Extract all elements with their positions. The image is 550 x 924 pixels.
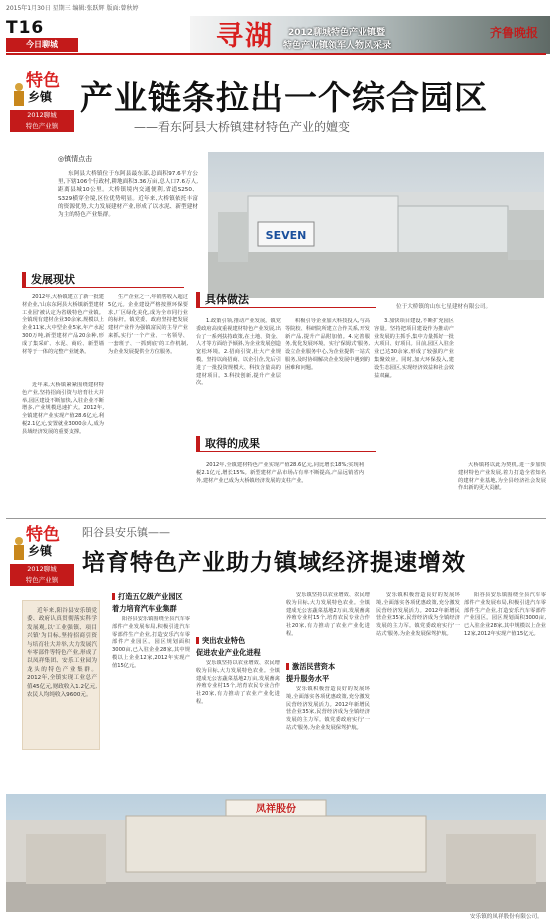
badge-tag-2: 特色产业镇 [10,121,74,132]
factory-photo-2 [6,794,546,912]
section-heading-results: 取得的成果 [196,436,376,452]
story1-col-4: 积极引导企业加大科技投入,与高等院校、科研院所建立合作关系,开发新产品,提升产品附加值。4.完善服务,优化发展环境。实行'保姆式'服务,设立企业服务中心,为企业提供一站式服务,及时协调解决企业发展中遇到的困难和问题。 [285,318,370,371]
story1-col-3: 1.政策引领,推动产业发展。镇党委政府高度重视建材特色产业发展,出台了一系列扶持政策,在土地、资金、人才等方面给予倾斜,为企业发展创造宽松环境。2.招商引资,壮大产业规模。坚持以商招商、以企引企,先后引进了一批投资规模大、科技含量高的建材项目。3.科技创新,提升产业层次。 [196,318,281,387]
badge-top-text: 特色 [26,525,60,545]
badge-top-text: 特色 [26,71,60,91]
story2-subtitle-3: 激活民营资本 [286,662,335,672]
story1-headline: 产业链条拉出一个综合园区 [80,78,488,117]
story2-badge [10,522,74,586]
masthead-line-1: 2012聊城特色产业镇暨 [288,28,386,38]
story2-col-b: 安乐镇坚持以农业增效、农民增收为目标,大力发展特色农业。全镇建成无公害蔬菜基地2万亩,发展畜禽养殖专业村15个,培育农民专业合作社20家,有力推动了农业产业化进程。 [196,660,280,705]
story2-col-b2: 安乐镇坚持以农业增效、农民增收为目标,大力发展特色农业。全镇建成无公害蔬菜基地2万亩,发展畜禽养殖专业村15个,培育农民专业合作社20家,有力推动了农业产业化进程。 [286,592,370,637]
page-meta: 2015年1月30日 星期三 编辑:张跃辉 版面:曾秋婷 [6,5,139,12]
figure-icon [10,536,28,562]
badge-tag-2: 特色产业镇 [10,575,74,586]
section-tag: 今日聊城 [6,38,78,52]
story2-photo [6,794,546,912]
newspaper-brand: 齐鲁晚报 [490,26,539,40]
story1-col-7: 大桥镇将以此为契机,进一步加快建材特色产业发展,着力打造全省知名的建材产业基地,为全县经济社会发展作出新的更大贡献。 [458,462,546,492]
section-heading-status: 发展现状 [22,272,184,288]
story1-col-5: 3.加快项目建设,不断扩充园区容量。坚持把项目建设作为推动产业发展的主抓手,集中力量抓好一批大项目、好项目。目前,园区入驻企业已达30余家,形成了较强的产业集聚效应。同时,加大环保投入,建设生态园区,实现经济效益和社会效益双赢。 [374,318,454,379]
badge-mid-text: 乡镇 [28,90,53,104]
intro-text: 东阿县大桥镇位于东阿县最东部,总面积97.6平方公里,下辖106个行政村,耕地面积3.36万亩,总人口7.6万人,距离县城10公里。大桥镇境内交通便利,省道S250、S329横穿全境,区位优势明显。近年来,大桥镇依托丰富的资源优势,大力发展建材产业,形成了以水泥、新型建材为主的特色产业集群。 [58,171,198,219]
story2-subtitle-3b: 提升服务水平 [286,674,330,683]
figure-icon [10,82,28,108]
story2-col-a: 阳谷县安乐镇围绕全县汽车零部件产业发展布局,积极引进汽车零部件生产企业,打造安乐汽车零部件产业园区。园区规划面积3000亩,已入驻企业28家,其中规模以上企业12家,2012年实现产值15亿元。 [112,616,190,669]
story2-photo-caption: 安乐镇的凤祥股份有限公司。 [470,914,543,920]
story2-col-d: 安乐镇积极营造良好的发展环境,全面落实各项优惠政策,充分激发民营经济发展活力。2012年新增民营企业35家,民营经济成为全镇经济发展的主力军。镇党委政府实行'一站式'服务,为企业发展保驾护航。 [376,592,460,637]
photo-sign-text-2: 凤祥股份 [256,804,296,815]
masthead-line-2: 特色产业镇领军人物风采录 [283,41,392,51]
badge-tag-1: 2012聊城 [10,564,74,575]
masthead-rule [6,53,546,55]
story2-col-e: 阳谷县安乐镇围绕全县汽车零部件产业发展布局,积极引进汽车零部件生产企业,打造安乐汽车零部件产业园区。园区规划面积3000亩,已入驻企业28家,其中规模以上企业12家,2012年实现产值15亿元。 [464,592,546,637]
factory-photo [208,152,544,298]
story2-kicker: 阳谷县安乐镇—— [82,526,170,539]
story1-col-6: 2012年,全镇建材特色产业实现产值28.6亿元,同比增长18%;实现利税2.1亿元,增长15%。新型建材产品市场占有率不断提高,产品远销省内外,建材产业已成为大桥镇经济发展的支柱产业。 [196,462,364,484]
story1-col-1b: 近年来,大桥镇紧紧围绕建材特色产业,坚持招商引资与培育壮大并举,园区建设不断加快,入驻企业不断增多,产业规模迅速扩大。2012年,全镇建材产业实现产值28.6亿元,利税2.1亿元,安置就业3000余人,成为县域经济发展的重要支撑。 [22,382,104,435]
story2-subtitle-1b: 着力培育汽车业集群 [112,604,177,613]
story2-subtitle-2: 突出农业特色 [196,636,245,646]
section-heading-methods: 具体做法 [196,292,376,308]
story1-subhead: ——看东阿县大桥镇建材特色产业的嬗变 [134,120,351,134]
masthead-title: 寻湖 [216,21,274,52]
masthead [0,14,550,54]
story-divider [6,518,546,519]
story2-subtitle-2b: 促进农业产业化进程 [196,648,261,657]
story1-intro-box [54,148,204,228]
intro-title: ◎镇情点击 [58,155,93,163]
story1-badge [10,68,74,132]
story2-col-c: 安乐镇积极营造良好的发展环境,全面落实各项优惠政策,充分激发民营经济发展活力。2012年新增民营企业35家,民营经济成为全镇经济发展的主力军。镇党委政府实行'一站式'服务,为企业发展保驾护航。 [286,686,370,731]
story2-side-box [22,600,100,750]
badge-tag-1: 2012聊城 [10,110,74,121]
story1-col-1: 2012年,大桥镇建立了新一批建材企业,'山东东阿县大桥镇新型建材工业园'被认定为省级特色产业镇。全镇现有建材企业30余家,规模以上企业11家,大中型企业5家,年产水泥300万吨,新型建材产品20余种,形成了集采矿、水泥、商砼、新型墙材等于一体的完整产业链条。 [22,294,104,355]
page-number: T16 [6,18,45,38]
badge-mid-text: 乡镇 [28,544,53,558]
story1-photo [208,152,544,298]
story2-subtitle-1: 打造五亿级产业园区 [112,592,183,602]
side-box-text: 近年来,阳谷县安乐镇党委、政府认真贯彻落实科学发展观,以'工业强镇、项目兴镇'为目标,坚持招商引资与培育壮大并举,大力发展汽车零部件等特色产业,形成了以凤祥集团、安乐工业园为龙头的特色产业集群。2012年,全镇实现工业总产值45亿元,财政收入1.2亿元,农民人均纯收入9600元。 [27,608,97,699]
photo-sign-text: SEVEN [265,229,307,242]
story1-col-2: 生产企业之一,年销售收入超过5亿元。企业建设严格按照环保要求,厂区绿化美化,成为全市同行业的标杆。镇党委、政府坚持把发展建材产业作为强镇富民的主导产业来抓,实行'一个产业、一名领导、一套班子、一抓到底'的工作机制,为企业发展提供全方位服务。 [108,294,188,355]
story1-photo-caption: 位于大桥镇的山东七星建材有限公司。 [396,304,492,310]
story2-headline: 培育特色产业助力镇域经济提速增效 [82,550,466,576]
